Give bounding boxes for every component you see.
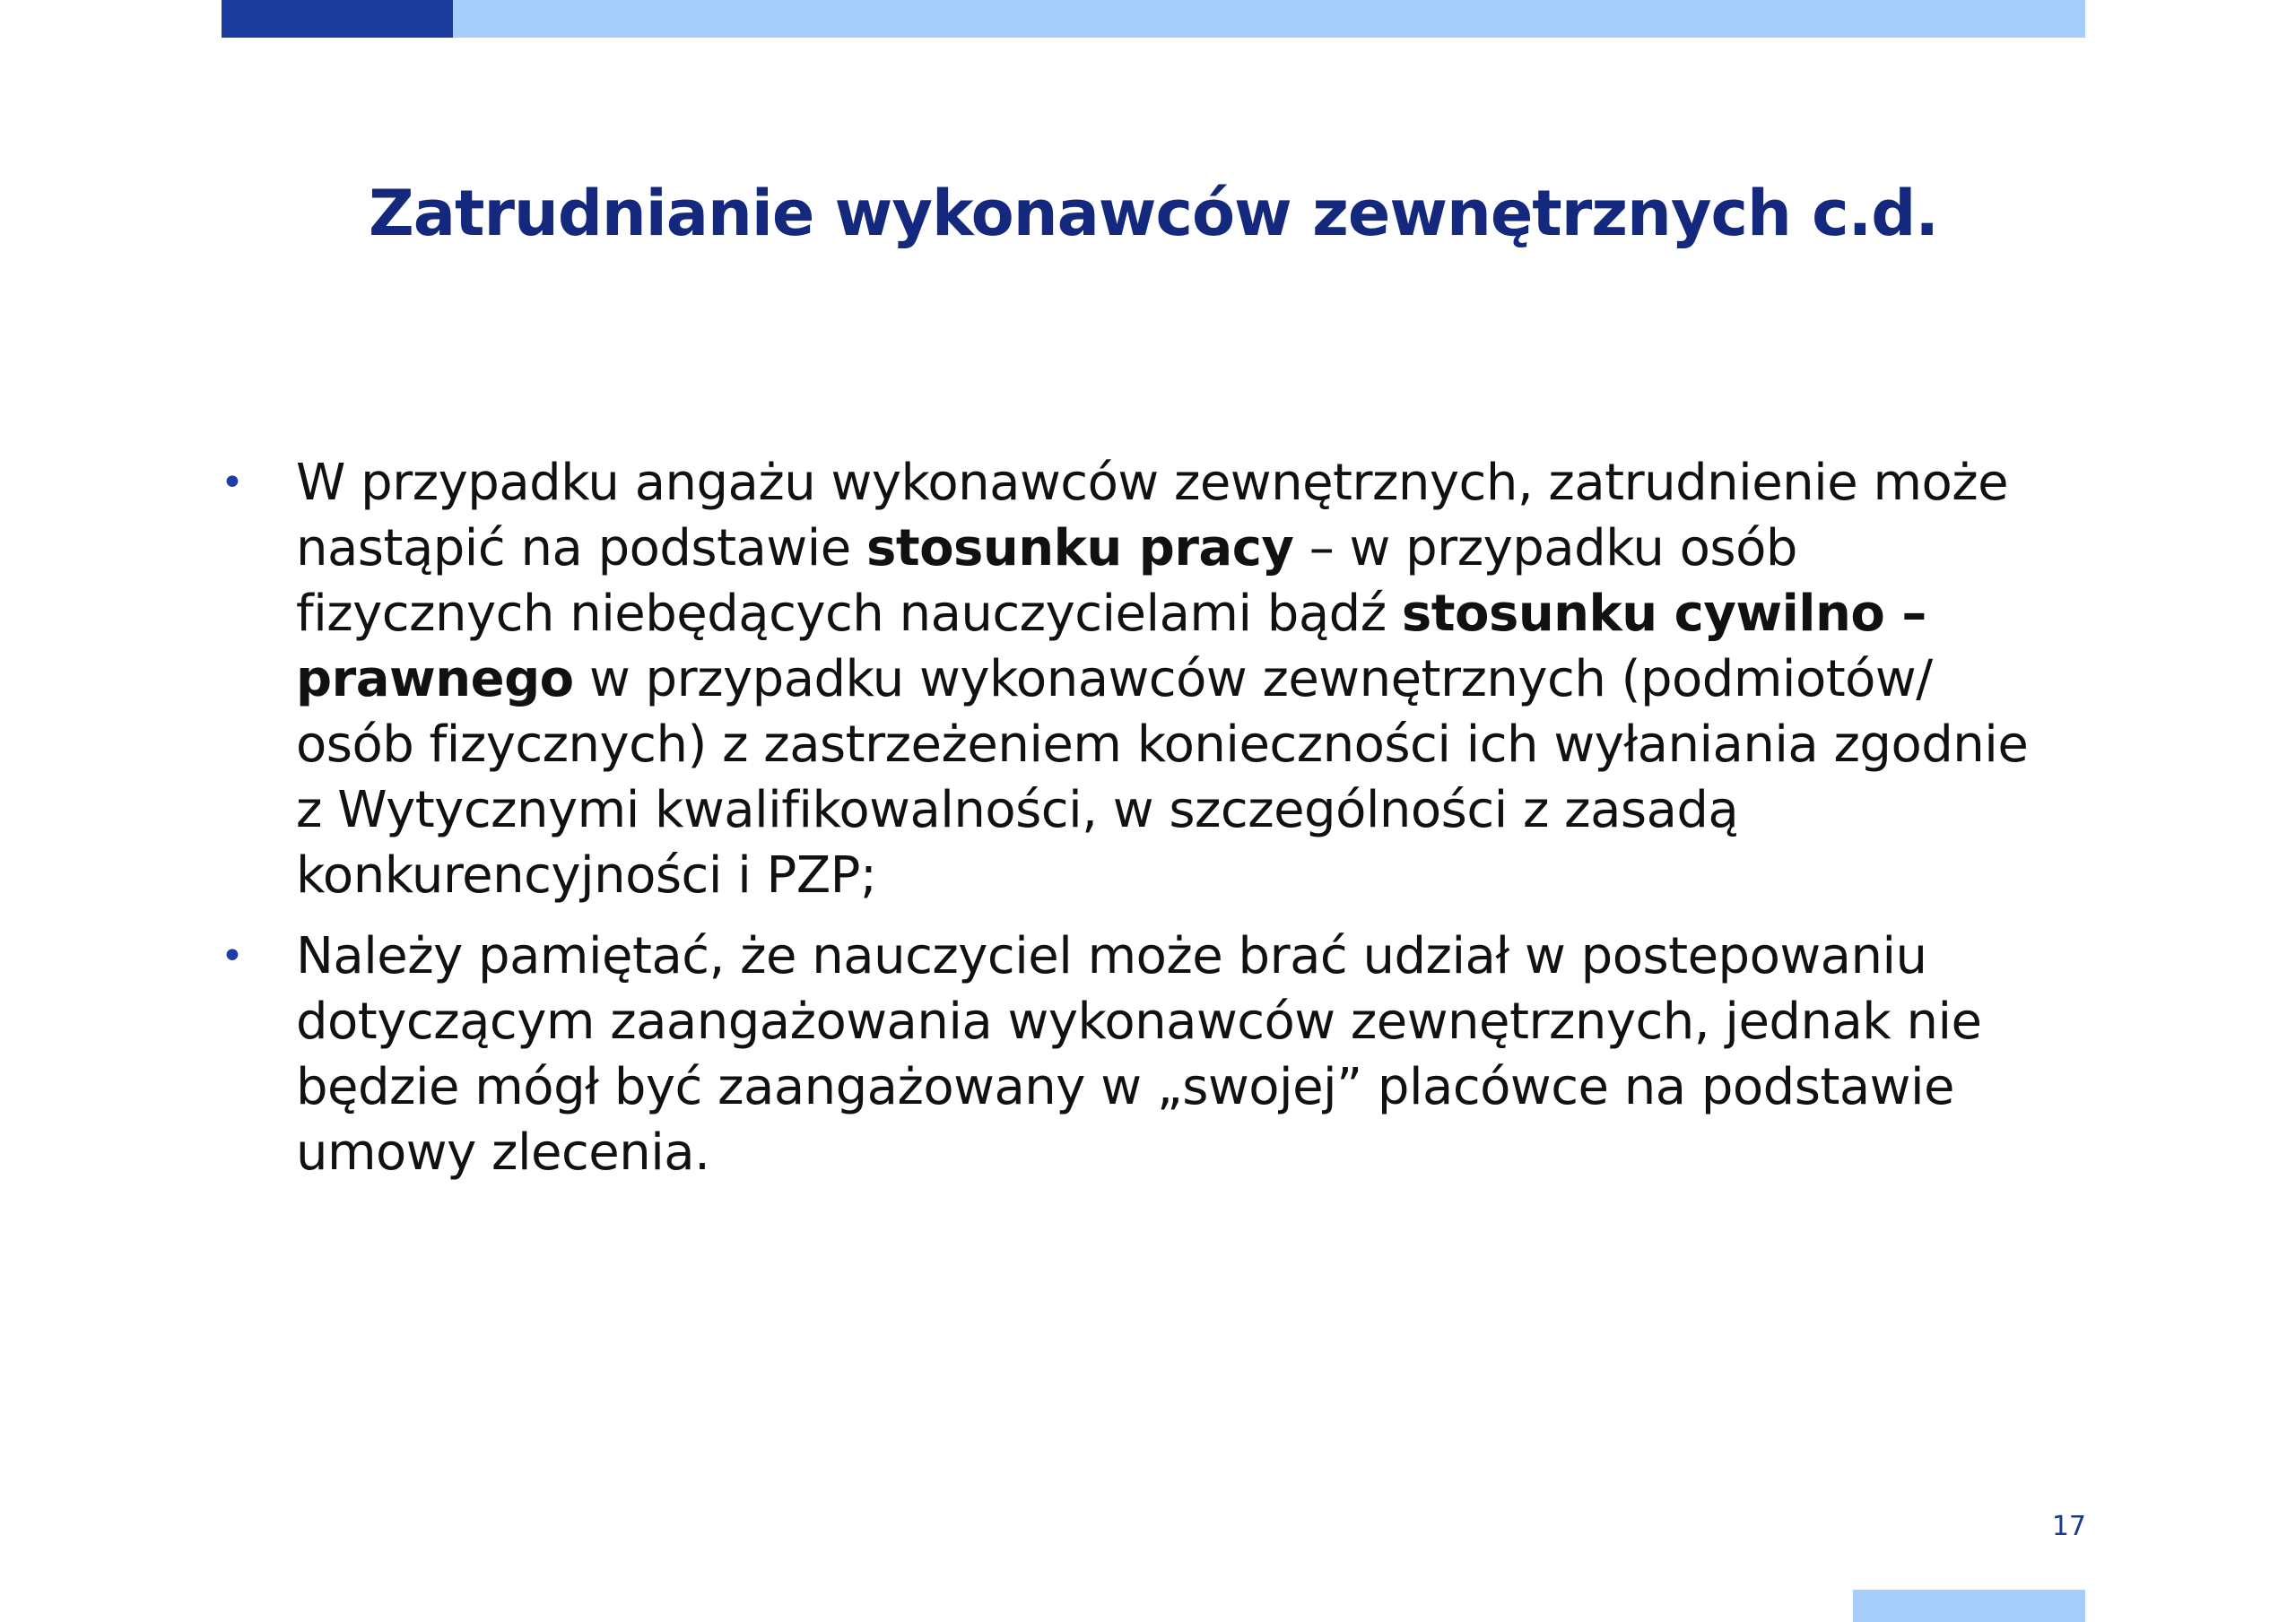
bullet-text: Należy pamiętać, że nauczyciel może brać udział w postepowaniu dotyczącym zaangażowania wykonawców zewnętrznych, jednak nie będzie mógł być zaangażowany w „swojej” placówce na podstawie umowy zlecenia. <box>296 927 1982 1182</box>
bullet-dot-icon: • <box>221 933 244 979</box>
bullet-list <box>215 450 2045 1201</box>
bullet-dot-icon: • <box>221 460 244 506</box>
top-decorative-bar <box>222 0 2085 38</box>
bullet-item-teacher-note <box>215 924 2045 1185</box>
bullet-text-segment: – w przypadku osób fizycznych niebędących nauczycielami bądź <box>296 519 1797 643</box>
slide-title: Zatrudnianie wykonawców zewnętrznych c.d. <box>369 177 1938 250</box>
page-number: 17 <box>2051 1511 2086 1542</box>
bottom-decorative-bar <box>1853 1590 2085 1622</box>
bullet-bold-term: stosunku pracy <box>865 519 1294 577</box>
bullet-item-employment-forms <box>215 450 2045 908</box>
top-accent-block <box>222 0 453 38</box>
bullet-bold-term: stosunku cywilno – prawnego <box>296 585 1926 708</box>
bullet-text-segment: W przypadku angażu wykonawców zewnętrznych, zatrudnienie może nastąpić na podstawie <box>296 454 2009 577</box>
bullet-text-segment: w przypadku wykonawców zewnętrznych (podmiotów/ osób fizycznych) z zastrzeżeniem konieczności ich wyłaniania zgodnie z Wytycznymi kwalifikowalności, w szczególności z zasadą konkurencyjności i PZP; <box>296 650 2029 905</box>
